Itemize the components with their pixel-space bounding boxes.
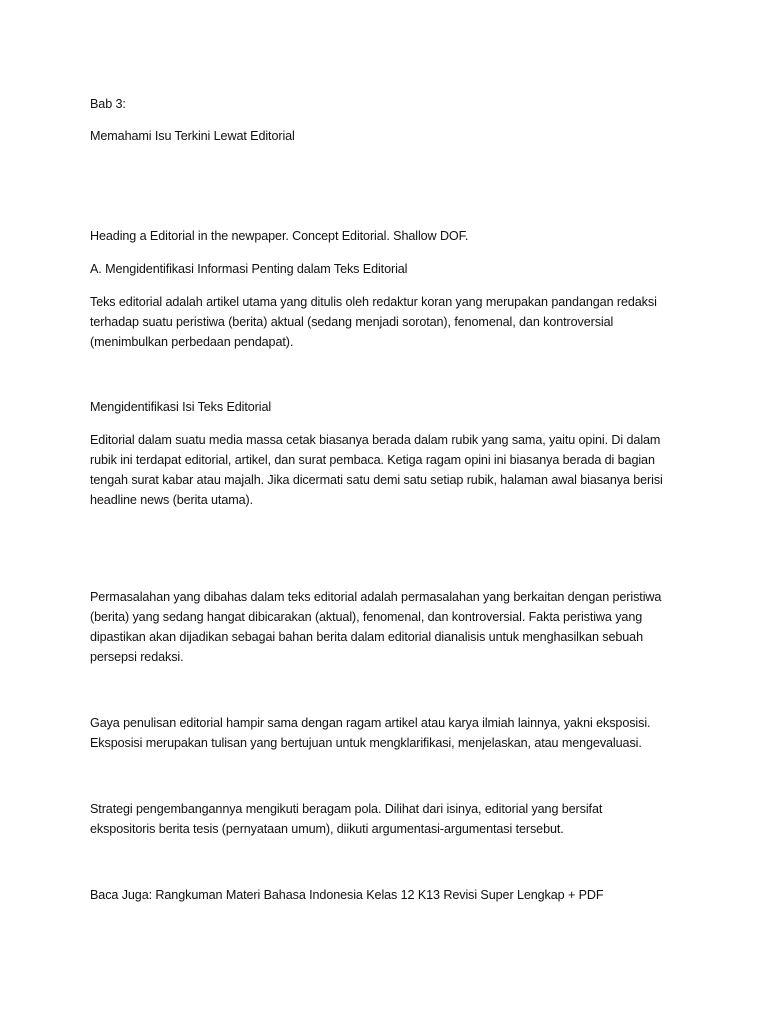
paragraph-issues <box>90 587 690 667</box>
paragraph-placement <box>90 430 690 510</box>
paragraph-line: ekspositoris berita tesis (pernyataan umum), diikuti argumentasi-argumentasi tersebut. <box>90 822 564 836</box>
paragraph-line: (menimbulkan perbedaan pendapat). <box>90 335 294 349</box>
paragraph-line: Teks editorial adalah artikel utama yang ditulis oleh redaktur koran yang merupakan pandangan redaksi <box>90 295 657 309</box>
paragraph-line: Eksposisi merupakan tulisan yang bertujuan untuk mengklarifikasi, menjelaskan, atau mengevaluasi. <box>90 736 642 750</box>
paragraph-line: headline news (berita utama). <box>90 493 254 507</box>
paragraph-definition <box>90 292 690 352</box>
paragraph-line: rubik ini terdapat editorial, artikel, dan surat pembaca. Ketiga ragam opini ini biasanya berada di bagian <box>90 453 655 467</box>
paragraph-line: tengah surat kabar atau majalh. Jika dicermati satu demi satu setiap rubik, halaman awal biasanya berisi <box>90 473 663 487</box>
paragraph-line: terhadap suatu peristiwa (berita) aktual (sedang menjadi sorotan), fenomenal, dan kontroversial <box>90 315 614 329</box>
paragraph-line: Permasalahan yang dibahas dalam teks editorial adalah permasalahan yang berkaitan dengan peristiwa <box>90 590 662 604</box>
paragraph-line: (berita) yang sedang hangat dibicarakan (aktual), fenomenal, dan kontroversial. Fakta peristiwa yang <box>90 610 643 624</box>
paragraph-strategy <box>90 799 690 839</box>
paragraph-line: Editorial dalam suatu media massa cetak biasanya berada dalam rubik yang sama, yaitu opini. Di dalam <box>90 433 661 447</box>
paragraph-line: Gaya penulisan editorial hampir sama dengan ragam artikel atau karya ilmiah lainnya, yakni eksposisi. <box>90 716 651 730</box>
page-title: Memahami Isu Terkini Lewat Editorial <box>90 129 295 143</box>
subheading-isi: Mengidentifikasi Isi Teks Editorial <box>90 400 272 414</box>
image-caption: Heading a Editorial in the newpaper. Concept Editorial. Shallow DOF. <box>90 229 469 243</box>
chapter-label: Bab 3: <box>90 97 126 111</box>
paragraph-style <box>90 713 690 753</box>
section-a-heading: A. Mengidentifikasi Informasi Penting dalam Teks Editorial <box>90 262 408 276</box>
paragraph-line: Strategi pengembangannya mengikuti beragam pola. Dilihat dari isinya, editorial yang bersifat <box>90 802 603 816</box>
paragraph-line: dipastikan akan dijadikan sebagai bahan berita dalam editorial dianalisis untuk menghasilkan sebuah <box>90 630 643 644</box>
paragraph-line: persepsi redaksi. <box>90 650 184 664</box>
read-also-link[interactable]: Baca Juga: Rangkuman Materi Bahasa Indonesia Kelas 12 K13 Revisi Super Lengkap + PDF <box>90 888 604 902</box>
